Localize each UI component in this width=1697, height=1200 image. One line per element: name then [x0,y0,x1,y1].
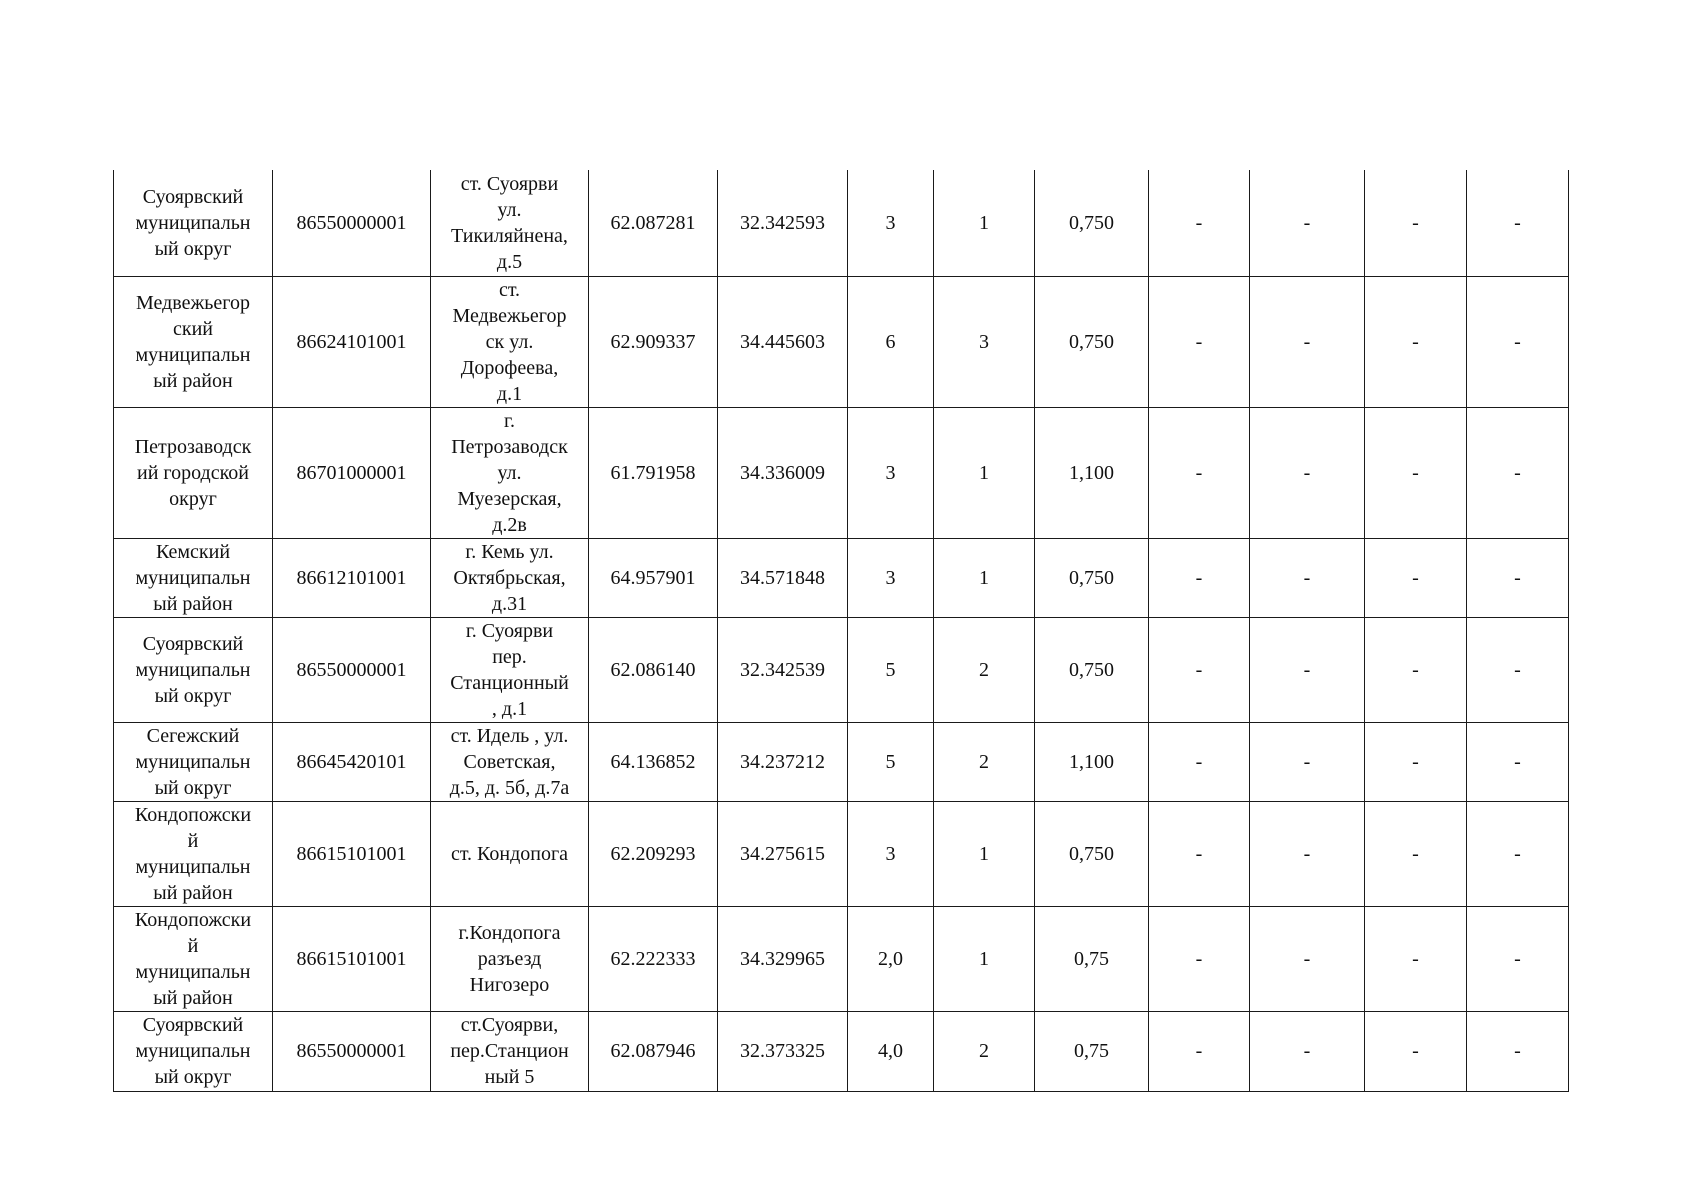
dash-value: - [1303,211,1311,234]
longitude-value: 34.237212 [740,750,825,773]
data-table [113,170,1569,1092]
count-cell [848,906,934,1011]
volume-cell [1035,722,1149,801]
quantity-value: 1 [979,947,989,970]
latitude-cell [589,722,718,801]
empty-cell [1149,170,1250,276]
longitude-value: 34.571848 [740,566,825,589]
dash-value: - [1303,842,1311,865]
empty-cell [1149,407,1250,538]
empty-cell [1149,276,1250,407]
dash-value: - [1195,1040,1203,1062]
oktmo-code: 86615101001 [296,947,407,970]
empty-cell [1365,801,1467,906]
district-cell [114,407,273,538]
longitude-cell [718,617,848,722]
dash-value: - [1412,658,1419,681]
dash-value: - [1195,658,1203,681]
dash-value: - [1195,566,1203,589]
longitude-cell [718,1011,848,1091]
oktmo-cell [273,170,431,276]
empty-cell [1365,407,1467,538]
oktmo-cell [273,407,431,538]
oktmo-code: 86645420101 [296,750,407,773]
empty-cell [1149,617,1250,722]
longitude-value: 32.342593 [740,211,825,234]
district-cell [114,801,273,906]
address-text: г. Петрозаводск ул. Муезерская, д.2в [451,409,568,536]
table-row [114,801,1569,906]
longitude-value: 34.275615 [740,842,825,865]
district-name: Кемский муниципальн ый район [135,540,251,615]
dash-value: - [1514,842,1521,865]
count-value: 5 [885,750,896,773]
address-cell [431,170,589,276]
empty-cell [1467,170,1569,276]
dash-value: - [1412,461,1419,484]
empty-cell [1250,722,1365,801]
longitude-value: 34.329965 [740,947,825,970]
quantity-cell [934,722,1035,801]
latitude-value: 62.087946 [610,1040,696,1062]
dash-value: - [1195,211,1203,234]
district-name: Кондопожски й муниципальн ый район [134,908,252,1009]
latitude-cell [589,276,718,407]
longitude-cell [718,801,848,906]
dash-value: - [1514,750,1521,773]
quantity-cell [934,170,1035,276]
empty-cell [1250,1011,1365,1091]
empty-cell [1467,407,1569,538]
empty-cell [1149,722,1250,801]
empty-cell [1365,722,1467,801]
empty-cell [1365,170,1467,276]
district-name: Суоярвский муниципальн ый округ [135,1014,251,1088]
empty-cell [1467,722,1569,801]
address-cell [431,617,589,722]
empty-cell [1365,906,1467,1011]
dash-value: - [1303,658,1311,681]
empty-cell [1149,906,1250,1011]
latitude-value: 64.136852 [610,750,696,773]
address-text: г.Кондопога разъезд Нигозеро [458,921,561,996]
quantity-value: 1 [979,211,989,234]
dash-value: - [1412,947,1419,970]
quantity-value: 2 [979,658,989,681]
district-name: Сегежский муниципальн ый округ [135,724,251,799]
volume-cell [1035,1011,1149,1091]
district-cell [114,906,273,1011]
empty-cell [1365,617,1467,722]
count-cell [848,538,934,617]
dash-value: - [1514,1040,1521,1062]
address-text: ст. Суоярви ул. Тикиляйнена, д.5 [451,172,568,273]
latitude-cell [589,538,718,617]
empty-cell [1467,538,1569,617]
empty-cell [1250,801,1365,906]
address-text: г. Кемь ул. Октябрьская, д.31 [453,540,566,615]
oktmo-cell [273,617,431,722]
district-name: Медвежьегор ский муниципальн ый район [135,291,251,392]
document-page [113,170,1568,1092]
count-value: 4,0 [878,1040,903,1062]
empty-cell [1250,538,1365,617]
latitude-cell [589,170,718,276]
volume-value: 0,75 [1074,947,1109,970]
volume-cell [1035,801,1149,906]
dash-value: - [1195,750,1203,773]
address-cell [431,906,589,1011]
oktmo-code: 86615101001 [296,842,407,865]
dash-value: - [1303,947,1311,970]
table-row [114,1011,1569,1091]
district-cell [114,1011,273,1091]
dash-value: - [1412,1040,1419,1062]
dash-value: - [1303,1040,1311,1062]
district-name: Суоярвский муниципальн ый округ [135,632,251,707]
dash-value: - [1303,330,1311,353]
volume-value: 1,100 [1069,461,1114,484]
quantity-value: 1 [979,566,989,589]
quantity-value: 1 [979,461,989,484]
table-row [114,617,1569,722]
dash-value: - [1412,566,1419,589]
table-row [114,276,1569,407]
empty-cell [1365,276,1467,407]
oktmo-cell [273,276,431,407]
dash-value: - [1514,566,1521,589]
district-cell [114,538,273,617]
table-row [114,407,1569,538]
latitude-value: 62.086140 [610,658,696,681]
address-text: г. Суоярви пер. Станционный , д.1 [450,619,569,720]
empty-cell [1250,170,1365,276]
volume-value: 0,750 [1069,842,1114,865]
quantity-value: 2 [979,1040,989,1062]
quantity-value: 2 [979,750,989,773]
table-body [114,170,1569,1091]
latitude-value: 64.957901 [610,566,696,589]
longitude-cell [718,722,848,801]
count-cell [848,170,934,276]
dash-value: - [1195,461,1203,484]
empty-cell [1467,276,1569,407]
dash-value: - [1195,842,1203,865]
volume-cell [1035,407,1149,538]
latitude-cell [589,906,718,1011]
count-value: 3 [885,211,896,234]
address-text: ст.Суоярви, пер.Станцион ный 5 [450,1014,569,1088]
longitude-cell [718,906,848,1011]
dash-value: - [1303,461,1311,484]
count-cell [848,407,934,538]
latitude-value: 62.209293 [610,842,696,865]
longitude-cell [718,407,848,538]
oktmo-cell [273,722,431,801]
empty-cell [1149,801,1250,906]
empty-cell [1250,906,1365,1011]
dash-value: - [1303,750,1311,773]
district-cell [114,617,273,722]
empty-cell [1149,1011,1250,1091]
volume-cell [1035,538,1149,617]
longitude-value: 32.342539 [740,658,825,681]
district-name: Петрозаводск ий городской округ [134,435,252,510]
longitude-value: 32.373325 [740,1040,825,1062]
dash-value: - [1514,330,1521,353]
address-text: ст. Медвежьегор ск ул. Дорофеева, д.1 [452,278,567,405]
empty-cell [1250,407,1365,538]
oktmo-code: 86550000001 [296,658,407,681]
dash-value: - [1514,947,1521,970]
address-cell [431,801,589,906]
count-cell [848,276,934,407]
count-value: 3 [885,566,896,589]
table-row [114,538,1569,617]
quantity-cell [934,407,1035,538]
dash-value: - [1412,750,1419,773]
district-cell [114,276,273,407]
volume-value: 0,75 [1074,1040,1109,1062]
table-row [114,906,1569,1011]
oktmo-code: 86550000001 [296,211,407,234]
volume-cell [1035,617,1149,722]
district-cell [114,722,273,801]
oktmo-cell [273,906,431,1011]
oktmo-cell [273,801,431,906]
count-value: 3 [885,842,896,865]
quantity-cell [934,617,1035,722]
oktmo-cell [273,538,431,617]
quantity-cell [934,538,1035,617]
dash-value: - [1303,566,1311,589]
count-value: 6 [885,330,896,353]
count-cell [848,617,934,722]
latitude-value: 62.087281 [610,211,696,234]
latitude-cell [589,1011,718,1091]
volume-value: 0,750 [1069,658,1114,681]
latitude-value: 61.791958 [610,461,696,484]
longitude-cell [718,276,848,407]
empty-cell [1467,617,1569,722]
longitude-value: 34.336009 [740,461,825,484]
empty-cell [1467,801,1569,906]
empty-cell [1467,1011,1569,1091]
empty-cell [1365,538,1467,617]
empty-cell [1365,1011,1467,1091]
dash-value: - [1514,658,1521,681]
volume-value: 1,100 [1069,750,1114,773]
address-cell [431,538,589,617]
volume-value: 0,750 [1069,566,1114,589]
oktmo-cell [273,1011,431,1091]
dash-value: - [1412,330,1419,353]
count-value: 5 [885,658,896,681]
oktmo-code: 86550000001 [296,1040,407,1062]
volume-value: 0,750 [1069,330,1114,353]
volume-cell [1035,170,1149,276]
quantity-cell [934,276,1035,407]
longitude-value: 34.445603 [740,330,825,353]
latitude-cell [589,407,718,538]
count-cell [848,801,934,906]
empty-cell [1467,906,1569,1011]
table-row [114,170,1569,276]
volume-cell [1035,906,1149,1011]
oktmo-code: 86701000001 [296,461,407,484]
district-cell [114,170,273,276]
count-cell [848,722,934,801]
latitude-value: 62.909337 [610,330,696,353]
volume-cell [1035,276,1149,407]
district-name: Суоярвский муниципальн ый округ [135,185,251,260]
longitude-cell [718,170,848,276]
address-cell [431,722,589,801]
dash-value: - [1412,211,1419,234]
district-name: Кондопожски й муниципальн ый район [134,803,252,904]
quantity-value: 3 [979,330,989,353]
count-value: 2,0 [878,947,903,970]
longitude-cell [718,538,848,617]
empty-cell [1250,276,1365,407]
quantity-cell [934,1011,1035,1091]
empty-cell [1149,538,1250,617]
volume-value: 0,750 [1069,211,1114,234]
dash-value: - [1514,211,1521,234]
address-cell [431,1011,589,1091]
quantity-cell [934,906,1035,1011]
address-cell [431,276,589,407]
empty-cell [1250,617,1365,722]
dash-value: - [1195,330,1203,353]
quantity-value: 1 [979,842,989,865]
dash-value: - [1412,842,1419,865]
oktmo-code: 86624101001 [296,330,407,353]
oktmo-code: 86612101001 [296,566,407,589]
count-cell [848,1011,934,1091]
address-text: ст. Идель , ул. Советская, д.5, д. 5б, д.7а [449,724,570,799]
latitude-value: 62.222333 [610,947,696,970]
quantity-cell [934,801,1035,906]
dash-value: - [1514,461,1521,484]
table-row [114,722,1569,801]
dash-value: - [1195,947,1203,970]
address-cell [431,407,589,538]
latitude-cell [589,801,718,906]
address-text: ст. Кондопога [450,842,569,865]
latitude-cell [589,617,718,722]
count-value: 3 [885,461,896,484]
